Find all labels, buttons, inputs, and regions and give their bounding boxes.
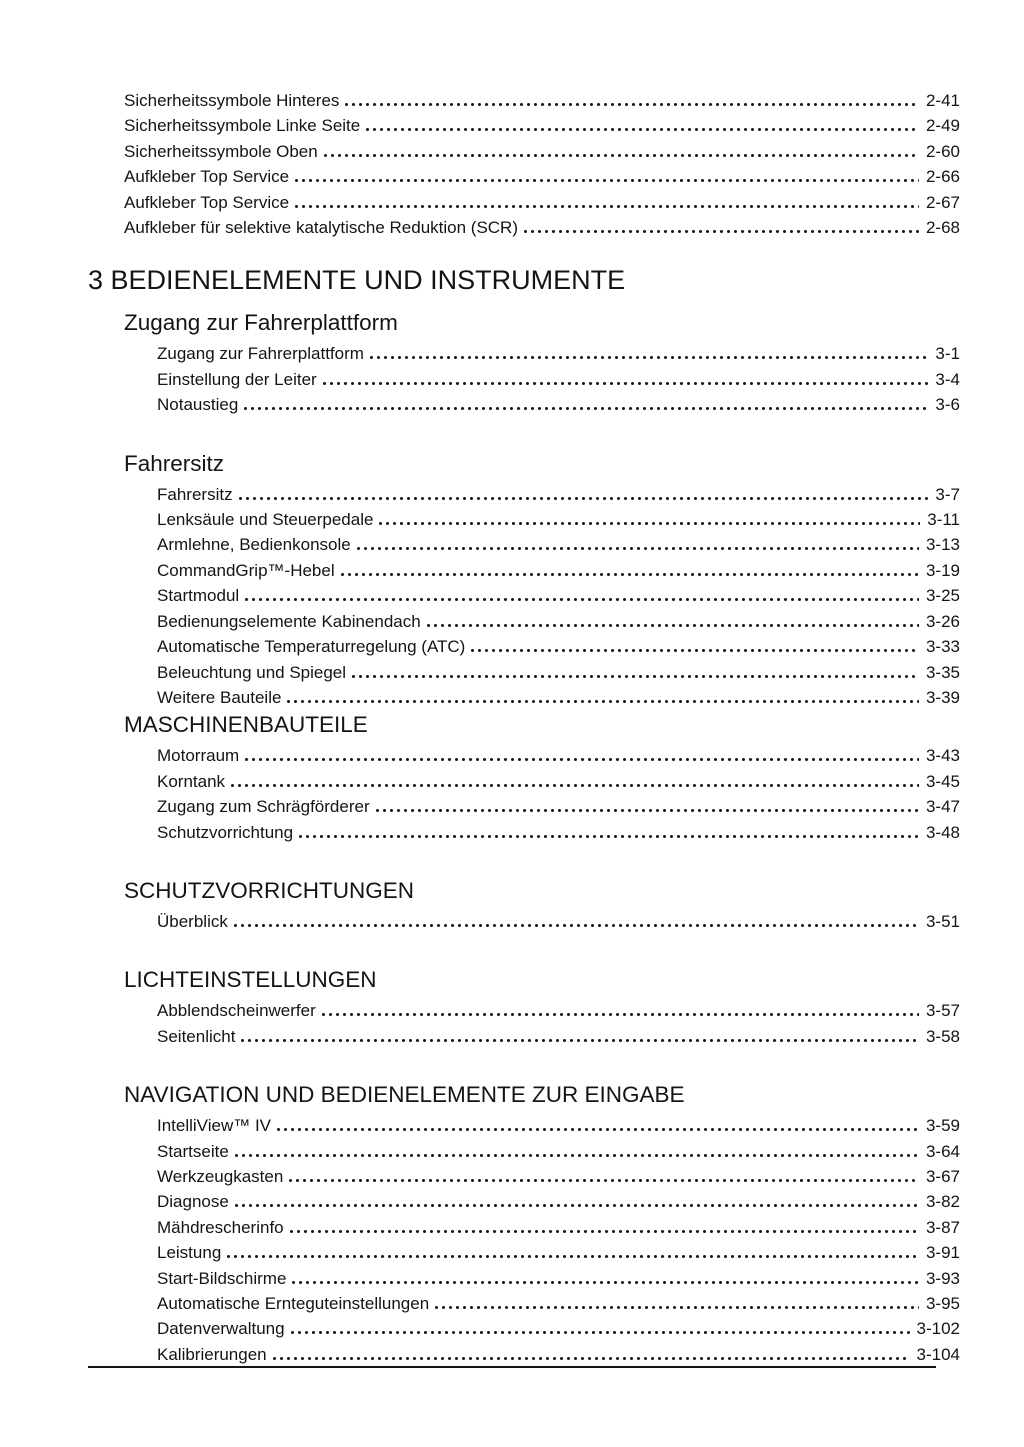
toc (0, 85, 1024, 1367)
leader-dots (235, 1204, 919, 1207)
toc-entry-group (0, 1113, 1024, 1367)
toc-entry-label: Einstellung der Leiter (157, 369, 317, 389)
toc-entry-label: Seitenlicht (157, 1026, 236, 1046)
toc-entry-page: 3-91 (925, 1243, 960, 1263)
leader-dots (352, 675, 919, 678)
leader-dots (524, 230, 919, 233)
toc-entry-page: 3-93 (925, 1268, 960, 1288)
leader-dots (379, 522, 920, 525)
toc-entry-label: Aufkleber Top Service (124, 192, 290, 212)
toc-entry-page: 3-95 (925, 1294, 960, 1313)
toc-entry-label: Abblendscheinwerfer (157, 1001, 316, 1021)
toc-entry-page: 3-59 (925, 1116, 960, 1136)
toc-entry (0, 743, 1024, 768)
toc-entry (0, 583, 1024, 608)
toc-entry-label: Aufkleber Top Service (124, 167, 290, 187)
toc-entry-page: 3-51 (925, 911, 960, 931)
leader-dots (245, 758, 919, 761)
toc-entry-label: Sicherheitssymbole Hinteres (124, 91, 340, 110)
toc-entry-page: 3-67 (925, 1166, 960, 1186)
section-heading: LICHTEINSTELLUNGEN (124, 967, 377, 993)
toc-entry-page: 3-87 (925, 1217, 960, 1237)
toc-entry-page: 2-41 (925, 91, 960, 110)
toc-entry (0, 1291, 1024, 1316)
toc-entry-page: 3-102 (916, 1319, 960, 1339)
toc-entry (0, 909, 1024, 934)
toc-entry-page: 3-4 (935, 369, 960, 389)
leader-dots (245, 598, 919, 601)
toc-entry-page: 2-68 (925, 218, 960, 238)
toc-entry (0, 660, 1024, 685)
toc-entry (0, 367, 1024, 392)
toc-entry-group (0, 88, 1024, 240)
chapter-heading: 3 BEDIENELEMENTE UND INSTRUMENTE (88, 265, 626, 296)
toc-entry-label: Aufkleber für selektive katalytische Reduktion (SCR) (124, 218, 518, 238)
leader-dots (323, 382, 929, 385)
toc-entry (0, 1342, 1024, 1367)
toc-entry (0, 139, 1024, 164)
toc-entry-page: 3-33 (925, 637, 960, 657)
leader-dots (435, 1306, 919, 1309)
toc-entry-group (0, 482, 1024, 711)
leader-dots (322, 1013, 919, 1016)
toc-entry-label: Notaustieg (157, 395, 239, 415)
toc-entry-page: 3-7 (935, 484, 960, 504)
leader-dots (231, 784, 919, 787)
toc-entry-label: Mähdrescherinfo (157, 1217, 284, 1237)
toc-entry-group (0, 998, 1024, 1049)
toc-entry-group (0, 909, 1024, 934)
toc-entry (0, 1266, 1024, 1291)
leader-dots (239, 497, 929, 500)
toc-entry-page: 3-47 (925, 797, 960, 817)
toc-entry-label: Datenverwaltung (157, 1319, 285, 1339)
toc-entry (0, 482, 1024, 507)
toc-entry (0, 507, 1024, 532)
leader-dots (370, 356, 929, 359)
leader-dots (357, 547, 919, 550)
toc-entry-label: Startmodul (157, 586, 240, 606)
toc-entry-page: 3-82 (925, 1192, 960, 1212)
leader-dots (295, 205, 919, 208)
toc-entry (0, 341, 1024, 366)
leader-dots (376, 809, 919, 812)
toc-entry-page: 3-1 (935, 344, 960, 364)
toc-entry-label: Automatische Ernteguteinstellungen (157, 1294, 430, 1313)
toc-entry-label: Überblick (157, 911, 228, 931)
toc-entry (0, 1240, 1024, 1265)
toc-entry-page: 3-43 (925, 746, 960, 766)
toc-entry-label: Motorraum (157, 746, 240, 766)
toc-entry-page: 2-67 (925, 192, 960, 212)
toc-entry (0, 769, 1024, 794)
toc-entry (0, 190, 1024, 215)
toc-entry (0, 1113, 1024, 1138)
toc-entry-label: Start-Bildschirme (157, 1268, 287, 1288)
toc-entry (0, 685, 1024, 710)
toc-entry-page: 3-57 (925, 1001, 960, 1021)
leader-dots (427, 624, 919, 627)
leader-dots (244, 407, 928, 410)
toc-entry-label: Schutzvorrichtung (157, 822, 294, 842)
toc-entry-page: 3-25 (925, 586, 960, 606)
leader-dots (273, 1357, 910, 1360)
toc-entry (0, 88, 1024, 113)
toc-entry-label: Zugang zur Fahrerplattform (157, 344, 364, 364)
toc-entry-label: Beleuchtung und Spiegel (157, 662, 347, 682)
toc-entry-page: 3-19 (925, 560, 960, 580)
toc-entry-label: CommandGrip™-Hebel (157, 560, 335, 580)
leader-dots (471, 649, 919, 652)
toc-entry (0, 609, 1024, 634)
toc-entry-label: Werkzeugkasten (157, 1166, 284, 1186)
leader-dots (287, 700, 919, 703)
toc-entry (0, 164, 1024, 189)
toc-entry-page: 3-26 (925, 611, 960, 631)
section-heading: Zugang zur Fahrerplattform (124, 310, 398, 336)
toc-entry-page: 3-39 (925, 687, 960, 707)
leader-dots (235, 1154, 919, 1157)
leader-dots (292, 1281, 919, 1284)
toc-entry-page: 3-13 (925, 535, 960, 555)
toc-entry-label: Sicherheitssymbole Oben (124, 141, 318, 161)
toc-entry (0, 392, 1024, 417)
leader-dots (277, 1128, 919, 1131)
toc-entry-page: 2-49 (925, 116, 960, 136)
toc-entry-label: Kalibrierungen (157, 1344, 267, 1364)
leader-dots (234, 924, 919, 927)
toc-entry (0, 634, 1024, 659)
toc-entry-label: Lenksäule und Steuerpedale (157, 510, 374, 530)
toc-entry (0, 1139, 1024, 1164)
leader-dots (241, 1039, 919, 1042)
toc-entry-page: 3-6 (935, 395, 960, 415)
leader-dots (366, 128, 919, 131)
toc-entry-group (0, 341, 1024, 417)
leader-dots (291, 1331, 910, 1334)
toc-entry (0, 1189, 1024, 1214)
section-heading: NAVIGATION UND BEDIENELEMENTE ZUR EINGABE (124, 1082, 685, 1108)
toc-entry-label: Automatische Temperaturregelung (ATC) (157, 637, 466, 657)
toc-entry (0, 113, 1024, 138)
toc-entry (0, 998, 1024, 1023)
toc-entry (0, 794, 1024, 819)
leader-dots (341, 573, 919, 576)
leader-dots (345, 103, 919, 106)
toc-entry-label: Weitere Bauteile (157, 687, 282, 707)
toc-entry-label: Startseite (157, 1141, 229, 1161)
footer-rule (88, 1366, 936, 1368)
toc-entry-label: Sicherheitssymbole Linke Seite (124, 116, 361, 136)
toc-entry-label: Leistung (157, 1243, 222, 1263)
toc-entry-page: 3-45 (925, 771, 960, 791)
leader-dots (324, 154, 919, 157)
toc-entry (0, 1316, 1024, 1341)
toc-entry (0, 1215, 1024, 1240)
toc-entry-label: Fahrersitz (157, 484, 233, 504)
section-heading: MASCHINENBAUTEILE (124, 712, 368, 738)
toc-entry-label: Diagnose (157, 1192, 229, 1212)
toc-entry-page: 3-104 (916, 1344, 960, 1364)
toc-entry-page: 3-64 (925, 1141, 960, 1161)
toc-entry-page: 2-66 (925, 167, 960, 187)
leader-dots (295, 179, 919, 182)
toc-entry (0, 558, 1024, 583)
leader-dots (299, 835, 919, 838)
toc-entry (0, 820, 1024, 845)
toc-entry (0, 532, 1024, 557)
toc-entry-page: 3-48 (925, 822, 960, 842)
toc-entry-group (0, 743, 1024, 845)
toc-entry-label: IntelliView™ IV (157, 1116, 272, 1136)
section-heading: Fahrersitz (124, 450, 225, 476)
toc-entry-page: 3-11 (927, 510, 960, 530)
leader-dots (289, 1179, 919, 1182)
toc-entry-label: Bedienungselemente Kabinendach (157, 611, 421, 631)
toc-entry-label: Zugang zum Schrägförderer (157, 797, 370, 817)
toc-entry-page: 3-58 (925, 1026, 960, 1046)
toc-entry-label: Armlehne, Bedienkonsole (157, 535, 351, 555)
toc-entry (0, 1024, 1024, 1049)
leader-dots (290, 1230, 919, 1233)
section-heading: SCHUTZVORRICHTUNGEN (124, 877, 414, 903)
toc-entry-page: 3-35 (925, 662, 960, 682)
toc-entry-label: Korntank (157, 771, 226, 791)
toc-entry (0, 215, 1024, 240)
toc-entry-page: 2-60 (925, 141, 960, 161)
toc-entry (0, 1164, 1024, 1189)
leader-dots (227, 1255, 919, 1258)
